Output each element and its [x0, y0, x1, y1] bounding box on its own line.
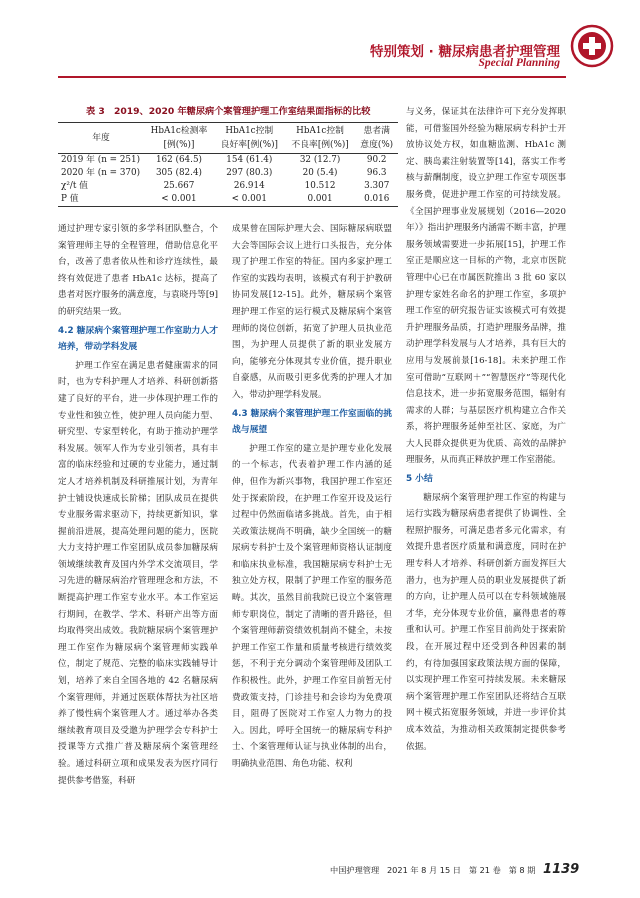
- paragraph: 糖尿病个案管理护理工作室的构建与运行实践为糖尿病患者提供了协调性、全程照护服务，可满足患者多元化需求，有效提升患者医疗质量和满意度，同时在护理专科人才培养、科研创新方面发挥巨大潜力，也为护理人员的职业发展提供了新的方向，让护理人员可以在专科领域施展才华，充分体现专业价值，赢得患者的尊重和认可。护理工作室目前尚处于探索阶段，在开展过程中还受到各种因素的制约，有待加强国家政策法规方面的保障，以实现护理工作室可持续发展。未来糖尿病个案管理护理工作室团队还将结合互联网＋模式拓宽服务领域，并进一步评价其成本效益，为推动相关政策制定提供参考依据。: [406, 492, 566, 752]
- header-detect-rate: HbA1c检测率 [例(%)]: [150, 126, 208, 150]
- journal-name: 中国护理管理: [330, 865, 380, 875]
- volume: 第 21 卷: [468, 865, 501, 875]
- header-year: 年度: [92, 133, 110, 143]
- table-row: P 值 < 0.001 < 0.001 0.001 0.016: [58, 193, 398, 207]
- header-satisfaction: 患者满 意度(%): [360, 126, 394, 150]
- table-row: χ²/t 值 25.667 26.914 10.512 3.307: [61, 181, 390, 191]
- issue: 第 8 期: [508, 865, 536, 875]
- paragraph: 护理工作室在满足患者健康需求的同时，也为专科护理人才培养、科研创新搭建了良好的平台，进一步体现护理工作的专业性和独立性，使护理人员向能力型、研究型、专家型转化，有助于推动护理学科发展。领军人作为专业引领者，具有丰富的临床经验和过硬的专业能力，通过制定人才培养机制及科研推展计划，为青年护士铺设快速成长阶梯；团队成员在提供专业服务需求驱动下，持续更新知识，掌握前沿进展，提高处理问题的能力，医院大力支持护理工作室团队成员参加糖尿病领域继续教育及国内外学术交流项目，学习先进的糖尿病治疗管理理念和方法，不断提高护理工作室专业水平。本工作室运行期间，在教学、学术、科研产出等方面均取得突出成效。我院糖尿病个案管理护理工作室作为糖尿病个案管理师实践单位，制定了规范、完整的临床实践辅导计划，培养了来自全国各地的 42 名糖尿病个案管理师，并通过医联体帮扶为社区培养了慢性病个案管理人才。通过举办各类继续教育项目及受邀为护理学会专科护士授课等方式推广普及糖尿病个案管理经验。通过科研立项和成果发表为医疗同行提供参考借鉴，科研: [58, 360, 218, 786]
- section-heading-4-3: 4.3 糖尿病个案管理护理工作室面临的挑战与展望: [232, 408, 392, 436]
- section-heading-5: 5 小结: [406, 474, 433, 485]
- page-footer: [330, 862, 580, 877]
- page-number: 1139: [543, 862, 580, 877]
- paragraph: 护理工作室的建立是护理专业化发展的一个标志，代表着护理工作内涵的延伸，但作为新兴事物，我国护理工作室还处于探索阶段，在护理工作室开设及运行过程中仍然面临诸多挑战。首先，由于相关政策法规尚不明确，缺少全国统一的糖尿病专科护士及个案管理师资格认证制度和临床执业标准，我国糖尿病专科护士无独立处方权，限制了护理工作室的服务范畴。其次，虽然目前我院已设立个案管理师专职岗位，制定了清晰的晋升路径，但个案管理师薪资绩效机制尚不健全，未按护理工作室工作量和质量考核进行绩效奖惩，不利于充分调动个案管理师及团队工作积极性。此外，护理工作室目前暂无付费政策支持，门诊挂号和会诊均为免费项目，阻碍了医院对工作室人力物力的投入。因此，呼吁全国统一的糖尿病专科护士、个案管理师认证与执业体制的出台，明确执业范围、角色功能、权利: [232, 443, 392, 769]
- table-row: 2019 年 (n = 251) 162 (64.5) 154 (61.4) 32 (12.7) 90.2: [61, 155, 387, 165]
- results-table: [58, 122, 398, 207]
- header-poor-control: HbA1c控制 不良率[例(%)]: [291, 126, 349, 150]
- table-row: 2020 年 (n = 370) 305 (82.4) 297 (80.3) 20 (5.4) 96.3: [61, 168, 387, 178]
- section-title: 特别策划 · 糖尿病患者护理管理: [369, 44, 560, 60]
- text-column-2: [232, 221, 392, 773]
- issue-date: 2021 年 8 月 15 日: [386, 865, 461, 875]
- text-column-3: [406, 104, 566, 755]
- section-heading-4-2: 4.2 糖尿病个案管理护理工作室助力人才培养，带动学科发展: [58, 325, 218, 353]
- header-good-control: HbA1c控制 良好率[例(%)]: [220, 126, 278, 150]
- section-subtitle: Special Planning: [478, 57, 560, 69]
- paragraph: 与义务，保证其在法律许可下充分发挥职能，可借鉴国外经验为糖尿病专科护士开放协议处方权，如血糖监测、HbA1c 测定、胰岛素注射装置等[14]，落实工作考核与薪酬制度，设立护理工作室专项医事服务费，促进护理工作室的可持续发展。《全国护理事业发展规划（2016—2020 年）》指出护理服务内涵需不断丰富，护理服务领域需要进一步拓展[15]，护理工作室正是顺应这一目标的产物，北京市医院管理中心已在市属医院推出 3 批 60 家以护理专家姓名命名的护理工作室，多项护理工作室的研究报告证实该模式可有效提升护理服务品质，打造护理服务品牌，推动护理学科发展与人才培养，具有巨大的应用与发展前景[16-18]。未来护理工作室可借助“互联网＋”“智慧医疗”等现代化信息技术，进一步拓宽服务范围，辐射有需求的人群；与基层医疗机构建立合作关系，将护理服务延伸至社区、家庭，为广大人民群众提供更为优质、高效的品牌护理服务，从而真正释放护理工作室潜能。: [406, 107, 566, 466]
- header-rule: [58, 76, 566, 78]
- table-header-row: [58, 123, 398, 154]
- hospital-seal-icon: [570, 24, 614, 68]
- table-caption: 表 3 2019、2020 年糖尿病个案管理护理工作室结果面指标的比较: [86, 106, 371, 117]
- text-column-1: [58, 221, 218, 789]
- paragraph: 通过护理专家引领的多学科团队整合，个案管理师主导的全程管理，借助信息化平台，改善了患者依从性和诊疗连续性，最终有效促进了患者 HbA1c 达标，提高了患者对医疗服务的满意度，与袁晓丹等[9]的研究结果一致。: [58, 224, 218, 317]
- paragraph: 成果曾在国际护理大会、国际糖尿病联盟大会等国际会议上进行口头报告，充分体现了护理工作室的特征。国内多家护理工作室的实践均表明，该模式有利于护教研协同发展[12-15]。此外，糖尿病个案管理护理工作室的运行模式及糖尿病个案管理师的岗位创新，拓宽了护理人员执业范围，为护理人员提供了新的职业发展方向，能够充分体现其专业价值，提升职业自豪感，从而吸引更多优秀的护理人才加入，带动护理学科发展。: [232, 224, 392, 400]
- results-table-block: [58, 103, 398, 207]
